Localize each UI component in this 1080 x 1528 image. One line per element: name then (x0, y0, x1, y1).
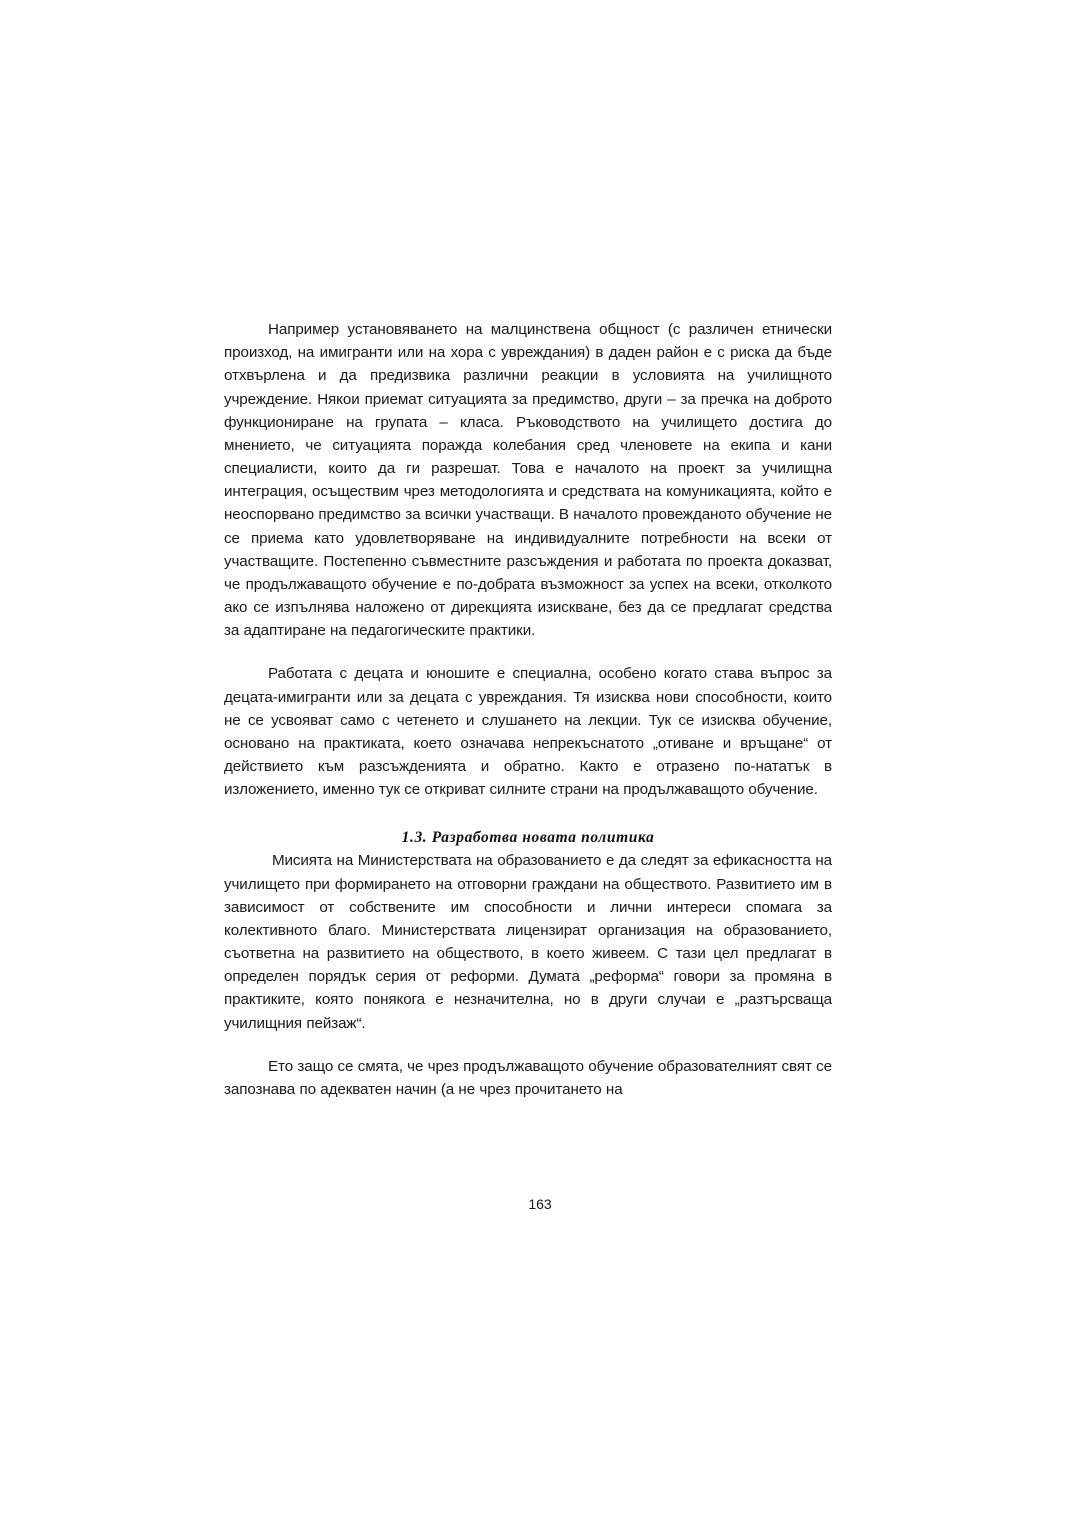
body-paragraph-2: Работата с децата и юношите е специална, особено когато става въпрос за децата-имигранти или за децата с увреждания. Тя изисква нови способности, които не се усвояват само с четенето и слушането на лекции. Тук се изисква обучение, основано на практиката, което означава непрекъснатото „отиване и връщане“ от действието към разсъжденията и обратно. Както е отразено по-нататък в изложението, именно тук се откриват силните страни на продължаващото обучение. (224, 665, 832, 799)
section-paragraph-2: Ето защо се смята, че чрез продължаващото обучение образователният свят се запознава по адекватен начин (а не чрез прочитането на (224, 1057, 832, 1098)
body-paragraph-1: Например установяването на малцинствена общност (с различен етнически произход, на имигранти или на хора с увреждания) в даден район е с риска да бъде отхвърлена и да предизвика различни реакции в условията на училищното учреждение. Някои приемат ситуацията за предимство, други – за пречка на доброто функциониране на групата – класа. Ръководството на училището достига до мнението, че ситуацията поражда колебания сред членовете на екипа и кани специалисти, които да ги разрешат. Това е началото на проект за училищна интеграция, осъществим чрез методологията и средствата на комуникацията, който е неоспорвано предимство за всички участващи. В началото провежданото обучение не се приема като удовлетворяване на индивидуалните потребности на всеки от участващите. Постепенно съвместните разсъждения и работата по проекта доказват, че продължаващото обучение е по-добрата възможност за успех на всеки, отколкото ако се изпълнява наложено от дирекцията изискване, без да се предлагат средства за адаптиране на педагогическите практики. (224, 321, 832, 640)
page-content (224, 318, 832, 1101)
section-paragraph-1: Мисията на Министерствата на образованието е да следят за ефикасността на училището при формирането на отговорни граждани на обществото. Развитието им в зависимост от собствените им способности и лични интереси спомага за колективното благо. Министерствата лицензират организация на образованието, съответна на развитието на обществото, в което живеем. С тази цел предлагат в определен порядък серия от реформи. Думата „реформа“ говори за промяна в практиките, която понякога е незначителна, но в други случаи е „разтърсваща училищния пейзаж“. (224, 852, 832, 1032)
section-heading: 1.3. Разработва новата политика (401, 829, 655, 847)
page-number: 163 (528, 1196, 552, 1212)
